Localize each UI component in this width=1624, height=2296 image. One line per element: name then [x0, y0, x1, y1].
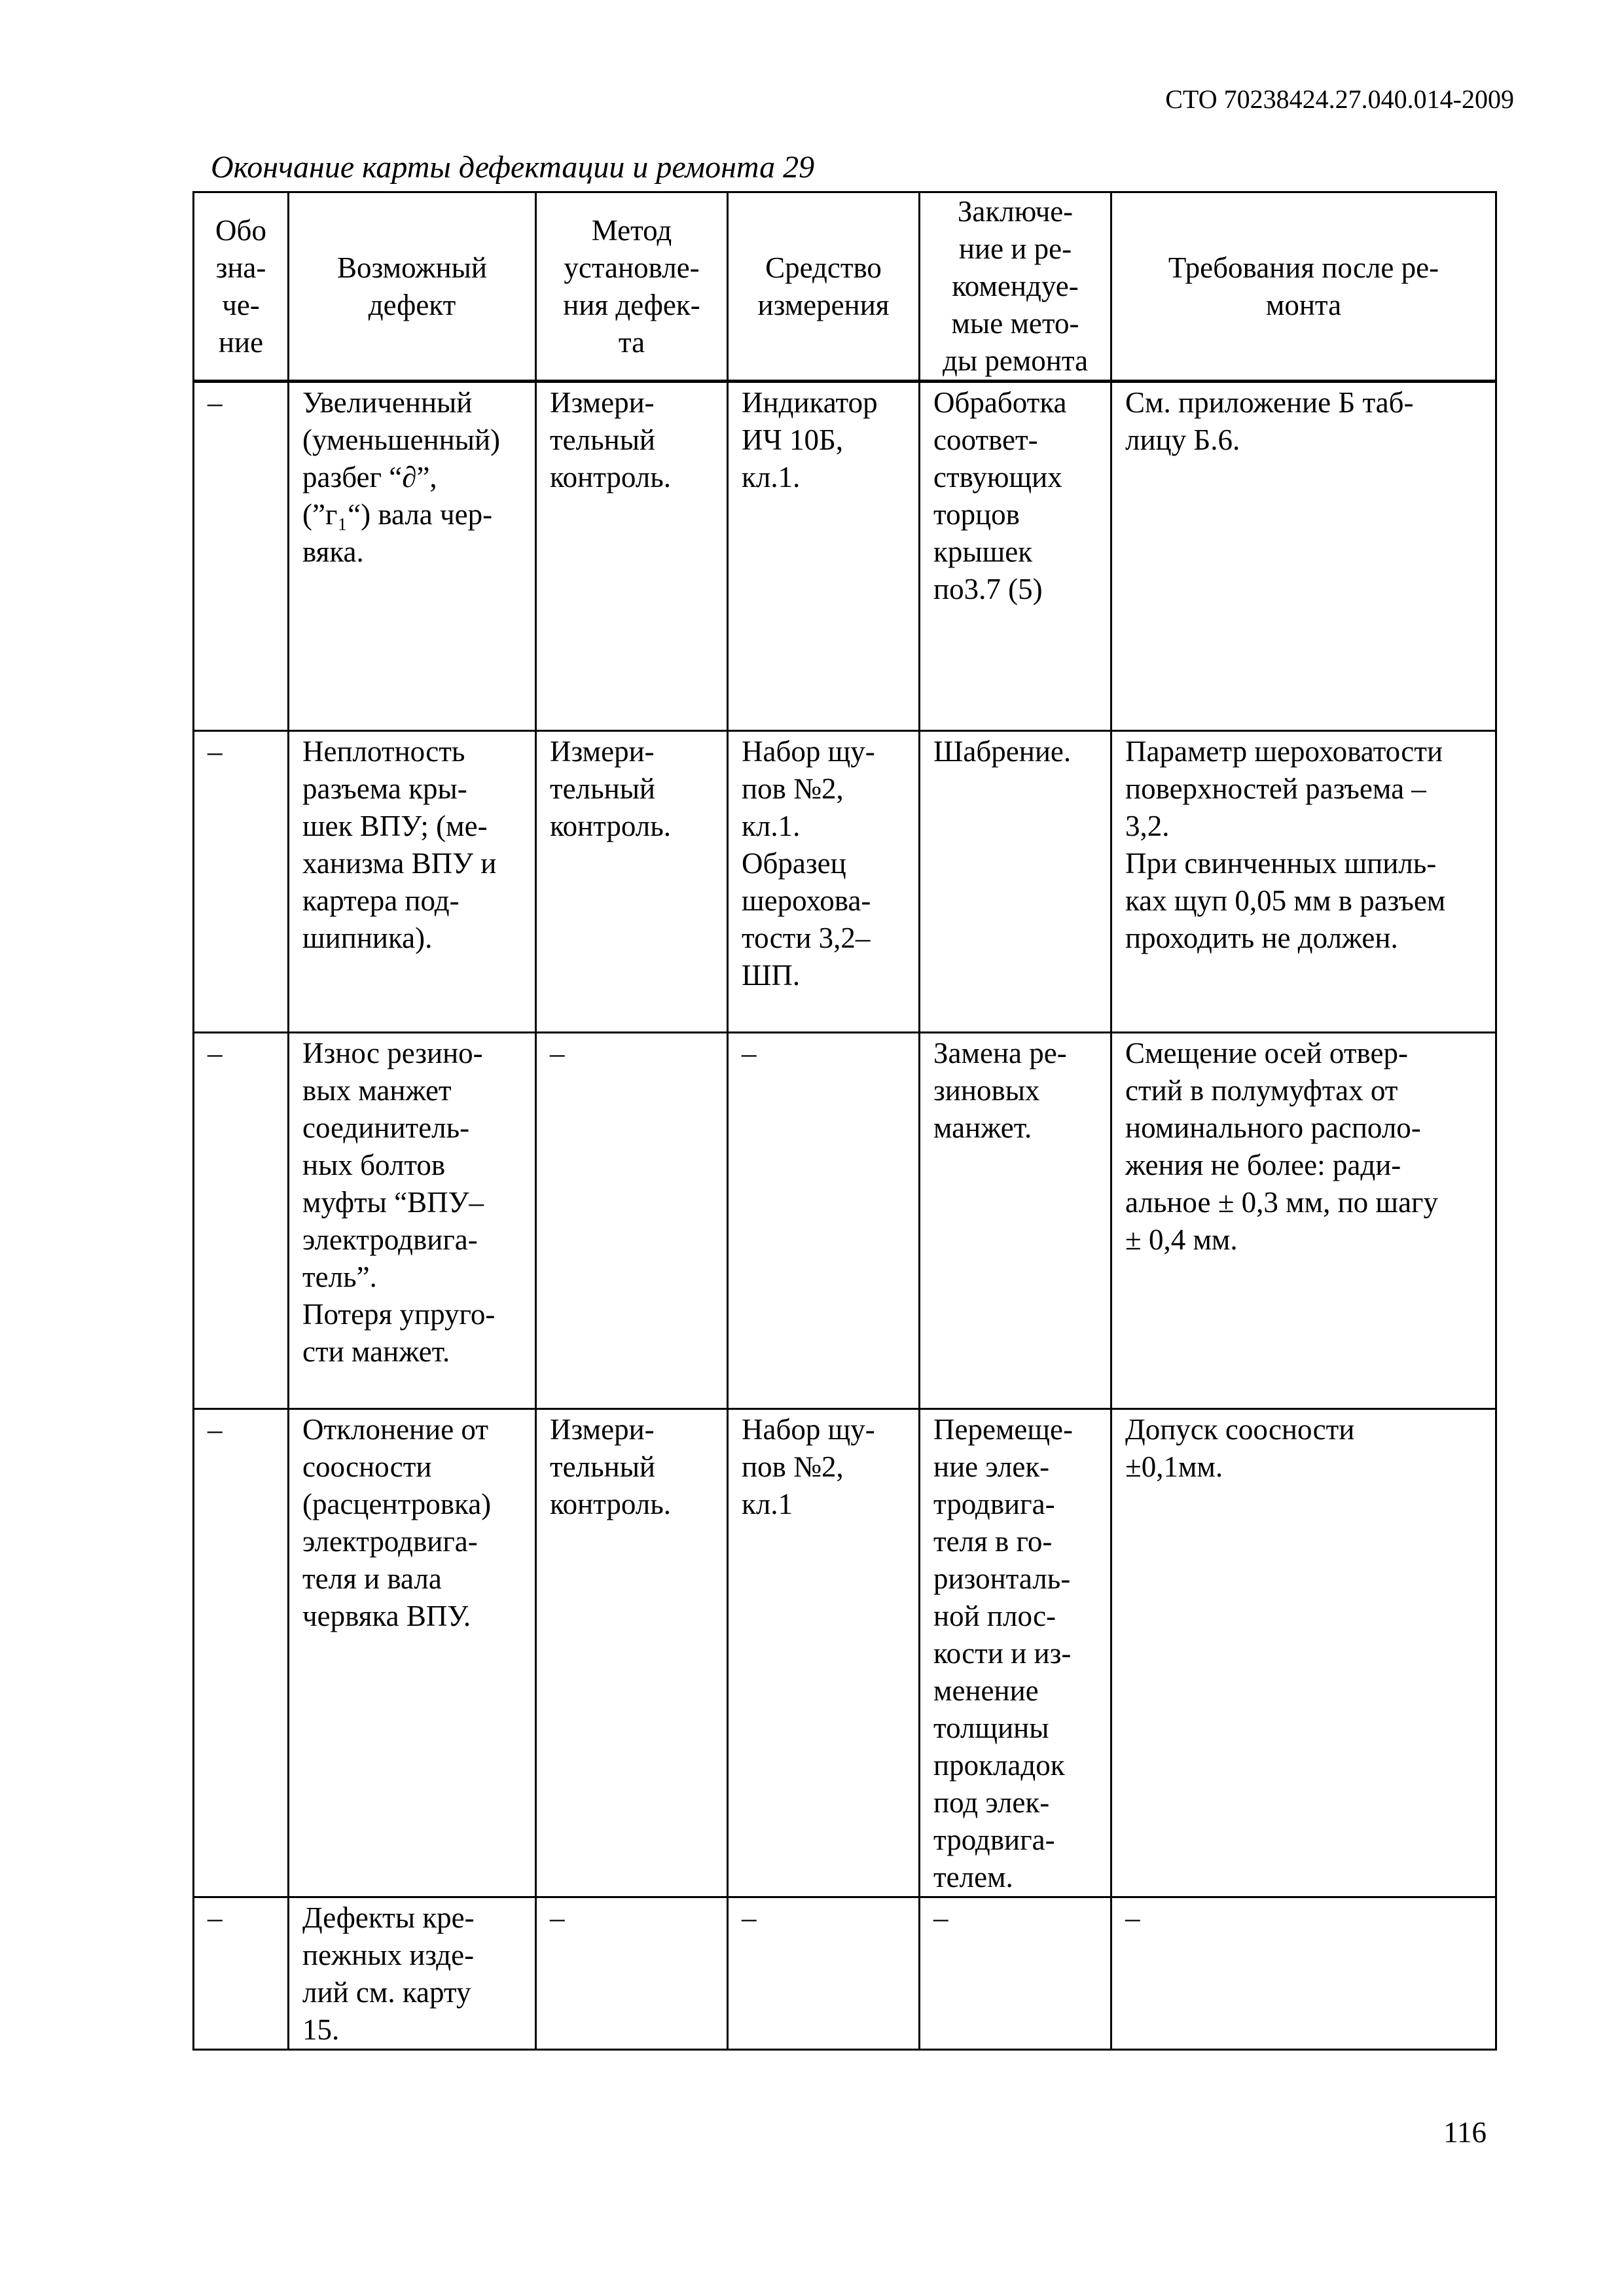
cell-possible-defect: Отклонение от соосности (расцентровка) электродвига- теля и вала червяка ВПУ.: [289, 1409, 536, 1897]
cell-conclusion: Обработка соответ- ствующих торцов крышек по3.7 (5): [920, 382, 1111, 731]
cell-conclusion: –: [920, 1897, 1111, 2050]
cell-designation: –: [194, 1897, 289, 2050]
cell-requirements: Параметр шероховатости поверхностей разъема – 3,2. При свинченных шпиль- ках щуп 0,05 мм в разъем проходить не должен.: [1111, 731, 1496, 1033]
cell-detection-method: –: [536, 1033, 728, 1409]
cell-measuring-tool: –: [728, 1033, 920, 1409]
table-caption: Окончание карты дефектации и ремонта 29: [211, 150, 815, 185]
defect-repair-table: [192, 191, 1497, 2051]
cell-possible-defect: Дефекты кре- пежных изде- лий см. карту 15.: [289, 1897, 536, 2050]
header-measuring-tool: Средство измерения: [728, 192, 920, 382]
header-conclusion-repair-methods: Заключе- ние и ре- комендуе- мые мето- ды ремонта: [920, 192, 1111, 382]
cell-requirements: Смещение осей отвер- стий в полумуфтах от номинального располо- жения не более: ради- альное ± 0,3 мм, по шагу ± 0,4 мм.: [1111, 1033, 1496, 1409]
cell-conclusion: Замена ре- зиновых манжет.: [920, 1033, 1111, 1409]
table-header-row: [194, 192, 1496, 382]
cell-measuring-tool: Набор щу- пов №2, кл.1. Образец шерохова- тости 3,2– ШП.: [728, 731, 920, 1033]
cell-detection-method: Измери- тельный контроль.: [536, 382, 728, 731]
cell-designation: –: [194, 382, 289, 731]
header-designation: Обо зна- че- ние: [194, 192, 289, 382]
cell-possible-defect: Износ резино- вых манжет соединитель- ных болтов муфты “ВПУ– электродвига- тель”. Потеря упруго- сти манжет.: [289, 1033, 536, 1409]
cell-conclusion: Перемеще- ние элек- тродвига- теля в го- ризонталь- ной плос- кости и из- менение толщины прокладок под элек- тродвига- телем.: [920, 1409, 1111, 1897]
cell-detection-method: Измери- тельный контроль.: [536, 731, 728, 1033]
cell-possible-defect: Неплотность разъема кры- шек ВПУ; (ме- ханизма ВПУ и картера под- шипника).: [289, 731, 536, 1033]
cell-requirements: –: [1111, 1897, 1496, 2050]
cell-requirements: См. приложение Б таб- лицу Б.6.: [1111, 382, 1496, 731]
header-detection-method: Метод установле- ния дефек- та: [536, 192, 728, 382]
cell-measuring-tool: Набор щу- пов №2, кл.1: [728, 1409, 920, 1897]
document-code: СТО 70238424.27.040.014-2009: [1165, 84, 1514, 114]
cell-designation: –: [194, 1409, 289, 1897]
header-post-repair-requirements: Требования после ре- монта: [1111, 192, 1496, 382]
table-row: [194, 731, 1496, 1033]
cell-possible-defect: Увеличенный (уменьшенный) разбег “∂”, (”г₁“) вала чер- вяка.: [289, 382, 536, 731]
table-row: [194, 1033, 1496, 1409]
cell-designation: –: [194, 1033, 289, 1409]
cell-measuring-tool: –: [728, 1897, 920, 2050]
table-row: [194, 1897, 1496, 2050]
cell-detection-method: Измери- тельный контроль.: [536, 1409, 728, 1897]
table-row: [194, 1409, 1496, 1897]
cell-detection-method: –: [536, 1897, 728, 2050]
header-possible-defect: Возможный дефект: [289, 192, 536, 382]
cell-measuring-tool: Индикатор ИЧ 10Б, кл.1.: [728, 382, 920, 731]
page-number: 116: [1443, 2116, 1487, 2149]
cell-requirements: Допуск соосности ±0,1мм.: [1111, 1409, 1496, 1897]
cell-designation: –: [194, 731, 289, 1033]
cell-conclusion: Шабрение.: [920, 731, 1111, 1033]
table-row: [194, 382, 1496, 731]
